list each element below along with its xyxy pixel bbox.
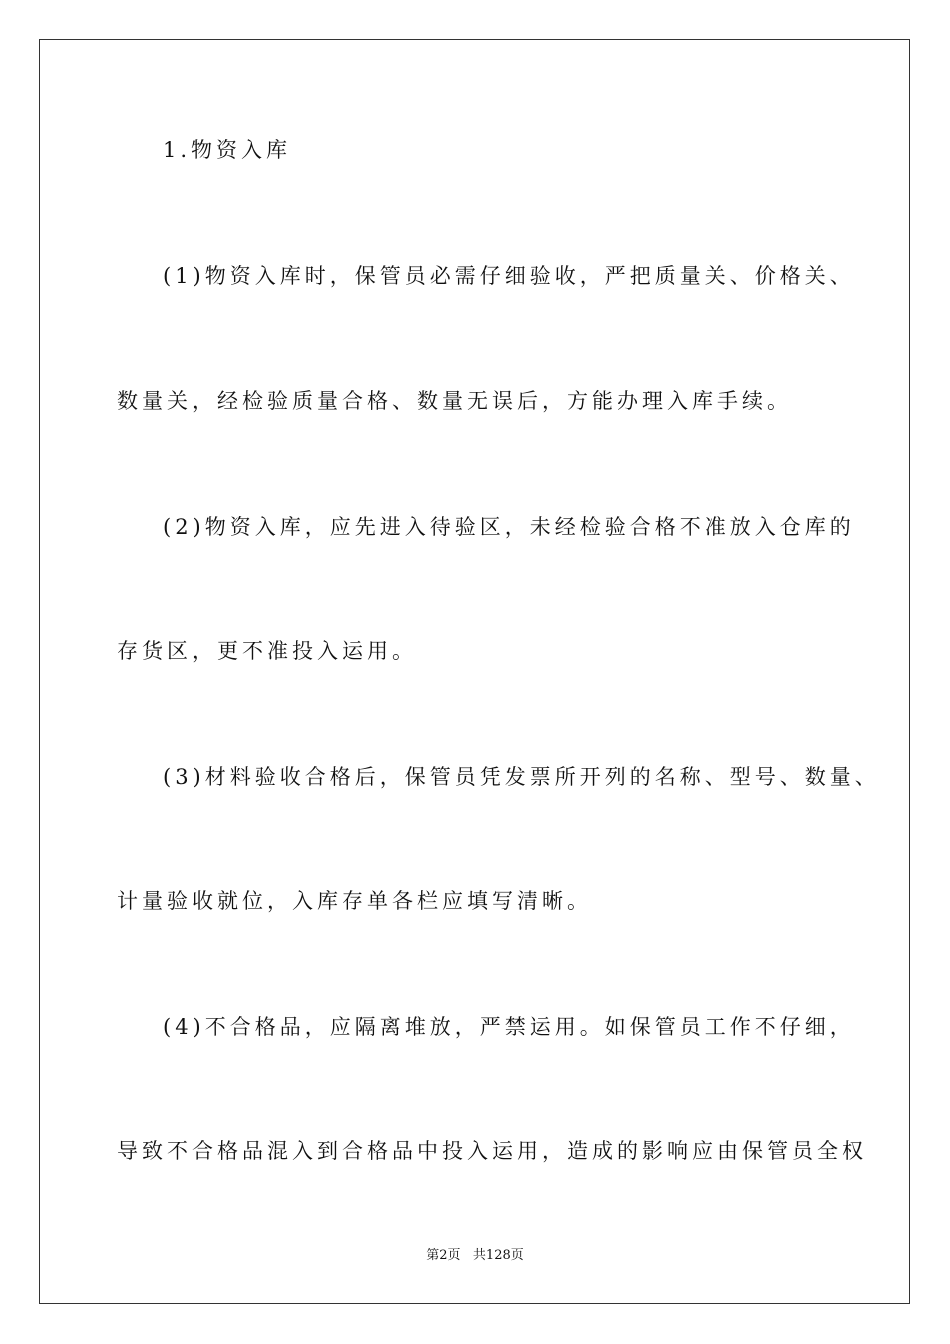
page-footer (0, 1247, 950, 1265)
paragraph-line: (4)不合格品，应隔离堆放，严禁运用。如保管员工作不仔细， (163, 1015, 855, 1039)
paragraph-line: 计量验收就位，入库存单各栏应填写清晰。 (117, 889, 592, 913)
page-number: 第2页 (426, 1248, 461, 1263)
paragraph-line: (2)物资入库，应先进入待验区，未经检验合格不准放入仓库的 (163, 515, 855, 539)
paragraph-line: (3)材料验收合格后，保管员凭发票所开列的名称、型号、数量、 (163, 765, 880, 789)
total-pages: 共128页 (472, 1248, 524, 1263)
paragraph-line: 导致不合格品混入到合格品中投入运用，造成的影响应由保管员全权 (117, 1139, 867, 1163)
section-heading: 1.物资入库 (163, 138, 292, 162)
page-border (39, 39, 910, 1304)
paragraph-line: (1)物资入库时，保管员必需仔细验收，严把质量关、价格关、 (163, 264, 855, 288)
paragraph-line: 数量关，经检验质量合格、数量无误后，方能办理入库手续。 (117, 389, 792, 413)
paragraph-line: 存货区，更不准投入运用。 (117, 639, 417, 663)
